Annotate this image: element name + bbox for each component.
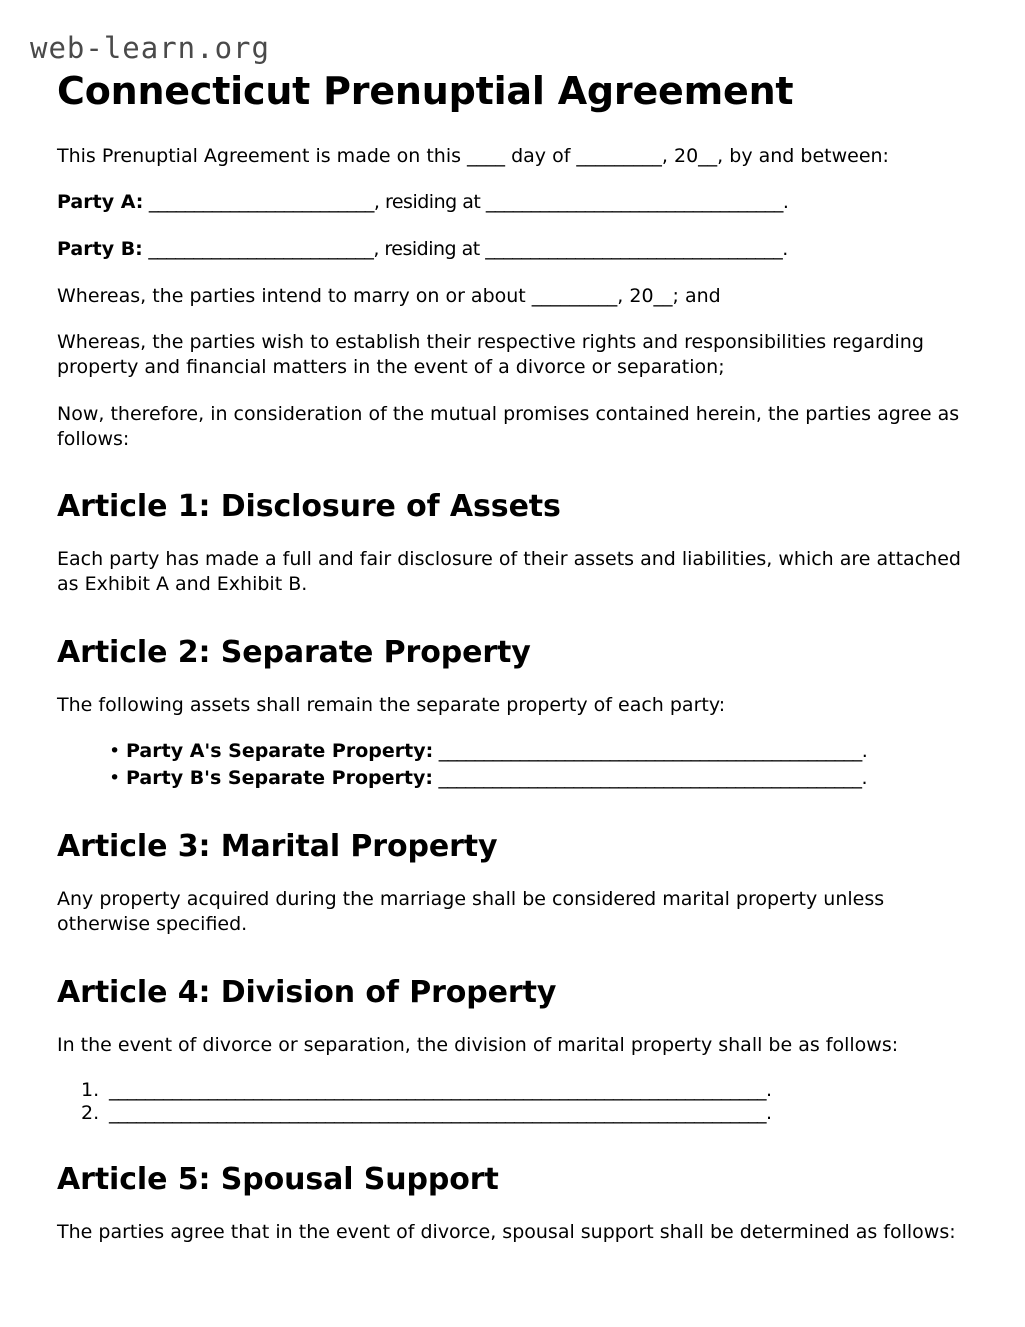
article-1-body: Each party has made a full and fair disclosure of their assets and liabilities, which are attached as Exhibit A and Exhibit B.	[57, 548, 961, 595]
party-b-property-blank: _______________________________________________.	[432, 767, 868, 790]
article-2-heading: Article 2: Separate Property	[57, 634, 531, 670]
now-therefore-paragraph: Now, therefore, in consideration of the mutual promises contained herein, the parties agree as follows:	[57, 402, 960, 450]
article-2-body: The following assets shall remain the separate property of each party:	[57, 693, 726, 716]
list-item	[81, 1079, 969, 1101]
list-item	[109, 739, 969, 764]
party-b-property-label: Party B's Separate Property:	[126, 767, 433, 790]
party-a-property-blank: _______________________________________________.	[433, 740, 868, 763]
article-1-heading: Article 1: Disclosure of Assets	[57, 489, 561, 525]
division-item-2-blank: _________________________________________________________________________.	[109, 1101, 772, 1124]
article-3-heading: Article 3: Marital Property	[57, 829, 498, 865]
party-a-blanks: _________________________, residing at _________________________________.	[143, 191, 789, 214]
separate-property-list	[57, 739, 969, 791]
article-5-body: The parties agree that in the event of divorce, spousal support shall be determined as follows:	[57, 1221, 956, 1244]
party-b-label: Party B:	[57, 238, 143, 261]
article-4-body: In the event of divorce or separation, the division of marital property shall be as follows:	[57, 1033, 899, 1056]
division-of-property-list	[57, 1079, 969, 1124]
page-title: Connecticut Prenuptial Agreement	[57, 69, 794, 113]
document-body	[57, 70, 969, 1267]
article-4-heading: Article 4: Division of Property	[57, 974, 557, 1010]
party-b-line	[57, 237, 969, 262]
party-a-label: Party A:	[57, 191, 144, 214]
list-item	[109, 766, 969, 791]
party-a-property-label: Party A's Separate Property:	[126, 740, 434, 763]
site-watermark: web-learn.org	[30, 31, 270, 65]
list-item	[81, 1102, 969, 1124]
party-a-line	[57, 190, 969, 215]
division-item-1-blank: _________________________________________________________________________.	[109, 1079, 772, 1102]
intro-paragraph: This Prenuptial Agreement is made on this ____ day of _________, 20__, by and between:	[57, 144, 889, 167]
whereas-marry-paragraph: Whereas, the parties intend to marry on or about _________, 20__; and	[57, 284, 721, 307]
whereas-rights-paragraph: Whereas, the parties wish to establish their respective rights and responsibilities regarding property and financial matters in the event of a divorce or separation;	[57, 331, 924, 379]
article-3-body: Any property acquired during the marriage shall be considered marital property unless otherwise specified.	[57, 888, 885, 936]
party-b-blanks: _________________________, residing at _________________________________.	[142, 238, 788, 261]
article-5-heading: Article 5: Spousal Support	[57, 1162, 499, 1198]
